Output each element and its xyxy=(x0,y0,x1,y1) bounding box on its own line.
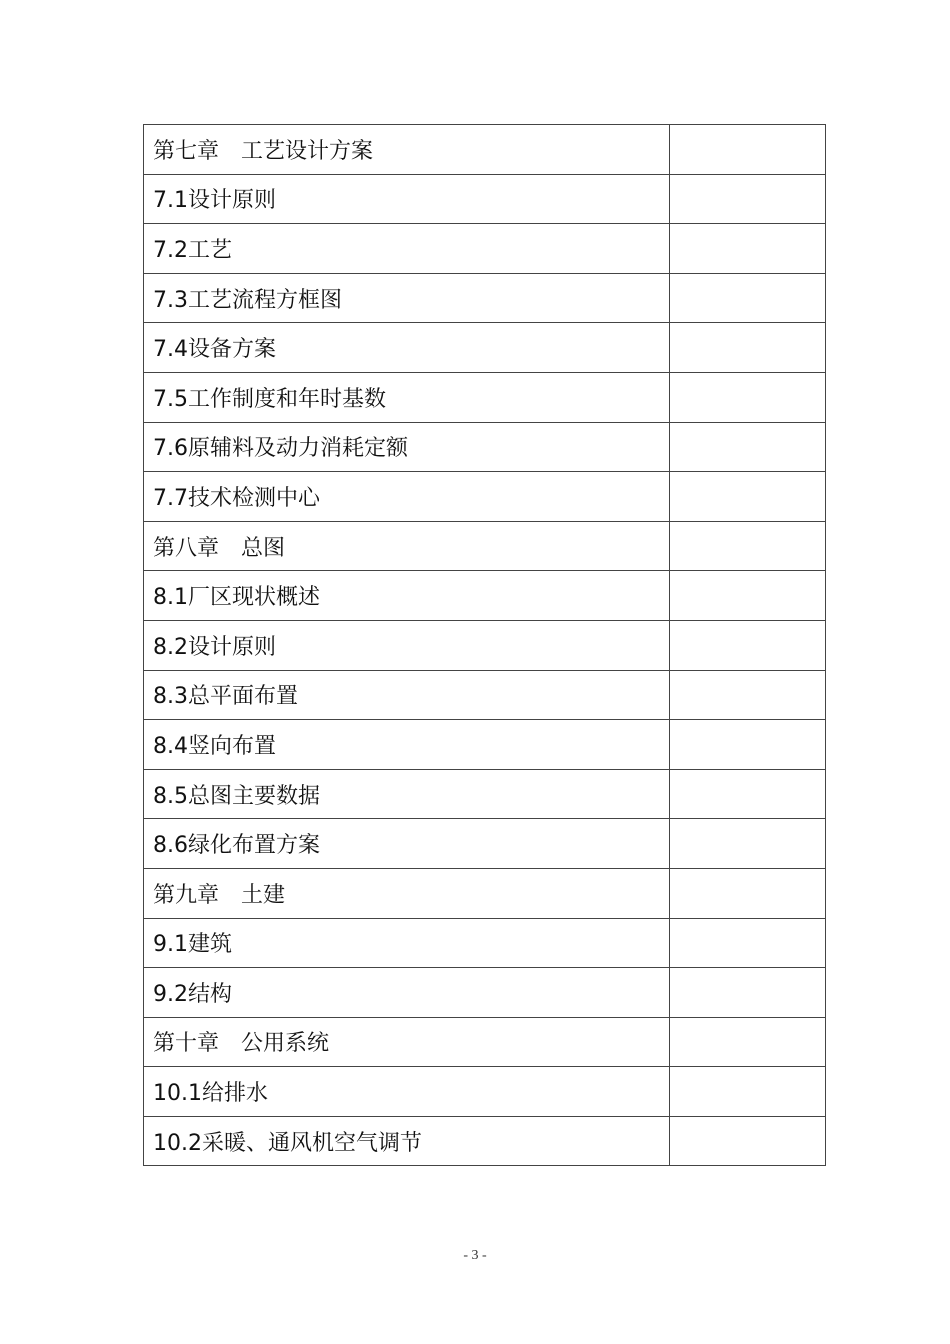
table-row xyxy=(144,720,826,770)
table-row xyxy=(144,620,826,670)
page-number: - 3 - xyxy=(463,1248,487,1263)
toc-entry-title: 第八章 总图 xyxy=(144,521,670,571)
toc-entry-page xyxy=(670,720,826,770)
toc-entry-page xyxy=(670,918,826,968)
toc-entry-page xyxy=(670,819,826,869)
toc-entry-page xyxy=(670,571,826,621)
table-row xyxy=(144,968,826,1018)
table-row xyxy=(144,819,826,869)
toc-entry-title: 8.5总图主要数据 xyxy=(144,769,670,819)
toc-entry-page xyxy=(670,1067,826,1117)
toc-entry-title: 10.1给排水 xyxy=(144,1067,670,1117)
table-row xyxy=(144,868,826,918)
table-row xyxy=(144,1017,826,1067)
table-row xyxy=(144,670,826,720)
toc-entry-page xyxy=(670,868,826,918)
toc-entry-title: 第十章 公用系统 xyxy=(144,1017,670,1067)
toc-entry-page xyxy=(670,620,826,670)
toc-entry-title: 第九章 土建 xyxy=(144,868,670,918)
toc-entry-title: 7.2工艺 xyxy=(144,224,670,274)
toc-entry-title: 9.1建筑 xyxy=(144,918,670,968)
toc-entry-title: 8.2设计原则 xyxy=(144,620,670,670)
toc-entry-page xyxy=(670,769,826,819)
toc-entry-title: 第七章 工艺设计方案 xyxy=(144,125,670,175)
toc-entry-page xyxy=(670,125,826,175)
toc-entry-page xyxy=(670,472,826,522)
toc-entry-page xyxy=(670,273,826,323)
toc-table xyxy=(143,124,826,1166)
table-row xyxy=(144,571,826,621)
table-row xyxy=(144,918,826,968)
toc-entry-page xyxy=(670,422,826,472)
table-row xyxy=(144,174,826,224)
toc-entry-page xyxy=(670,1116,826,1166)
toc-entry-page xyxy=(670,968,826,1018)
table-row xyxy=(144,1116,826,1166)
table-row xyxy=(144,273,826,323)
table-row xyxy=(144,224,826,274)
toc-entry-title: 8.1厂区现状概述 xyxy=(144,571,670,621)
toc-entry-title: 7.1设计原则 xyxy=(144,174,670,224)
toc-entry-title: 8.4竖向布置 xyxy=(144,720,670,770)
table-row xyxy=(144,422,826,472)
toc-entry-page xyxy=(670,174,826,224)
table-row xyxy=(144,125,826,175)
toc-entry-page xyxy=(670,1017,826,1067)
toc-entry-title: 9.2结构 xyxy=(144,968,670,1018)
toc-entry-title: 7.6原辅料及动力消耗定额 xyxy=(144,422,670,472)
toc-entry-page xyxy=(670,670,826,720)
toc-entry-title: 10.2采暖、通风机空气调节 xyxy=(144,1116,670,1166)
table-row xyxy=(144,1067,826,1117)
toc-entry-page xyxy=(670,521,826,571)
toc-entry-title: 8.6绿化布置方案 xyxy=(144,819,670,869)
toc-entry-page xyxy=(670,372,826,422)
toc-entry-title: 7.3工艺流程方框图 xyxy=(144,273,670,323)
toc-entry-page xyxy=(670,323,826,373)
table-row xyxy=(144,372,826,422)
toc-entry-title: 7.7技术检测中心 xyxy=(144,472,670,522)
toc-entry-title: 7.4设备方案 xyxy=(144,323,670,373)
table-row xyxy=(144,769,826,819)
table-row xyxy=(144,521,826,571)
toc-entry-title: 8.3总平面布置 xyxy=(144,670,670,720)
table-row xyxy=(144,472,826,522)
toc-entry-page xyxy=(670,224,826,274)
table-row xyxy=(144,323,826,373)
toc-entry-title: 7.5工作制度和年时基数 xyxy=(144,372,670,422)
